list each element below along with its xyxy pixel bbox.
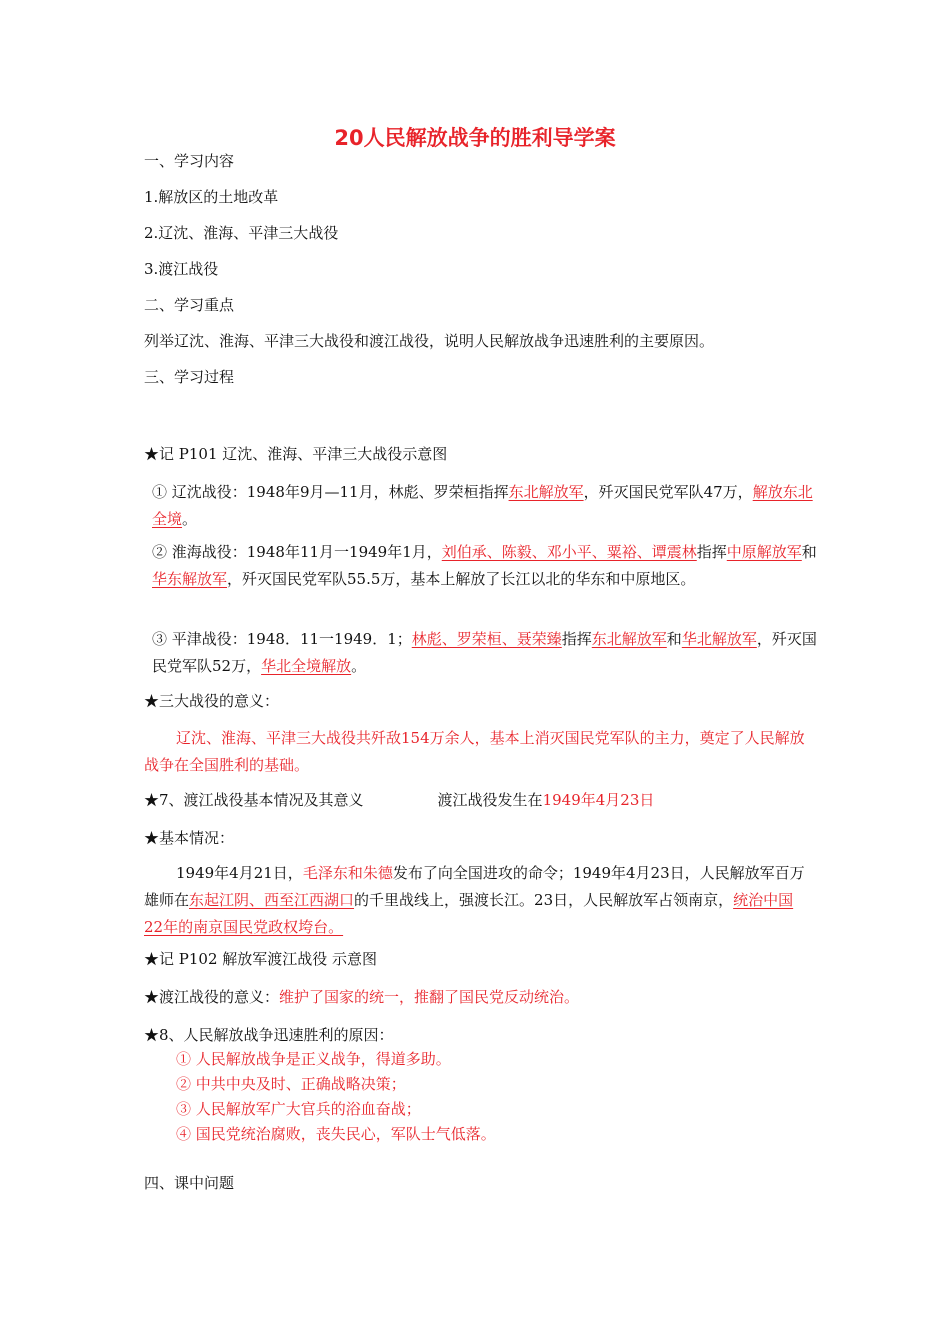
reason-item: ② 中共中央及时、正确战略决策； bbox=[176, 1075, 406, 1093]
section-heading-content: 一、学习内容 bbox=[144, 152, 235, 170]
basic-situation-text: 1949年4月21日，毛泽东和朱德发布了向全国进攻的命令；1949年4月23日，人民解放军百万雄师在东起江阴、西至江西湖口的千里战线上，强渡长江。23日，人民解放军占领南京，统治中国22年的南京国民党政权垮台。 bbox=[144, 864, 805, 936]
crossing-meaning: ★渡江战役的意义：维护了国家的统一，推翻了国民党反动统治。 bbox=[144, 988, 580, 1006]
list-item: 2.辽沈、淮海、平津三大战役 bbox=[144, 224, 339, 242]
q7-heading: ★7、渡江战役基本情况及其意义 渡江战役发生在1949年4月23日 bbox=[144, 791, 655, 809]
liaoshen-battle: ① 辽沈战役：1948年9月—11月，林彪、罗荣桓指挥东北解放军，歼灭国民党军队47万，解放东北全境。 bbox=[152, 483, 813, 528]
three-battles-meaning-heading: ★三大战役的意义： bbox=[144, 692, 280, 710]
huaihai-battle: ② 淮海战役：1948年11月一1949年1月，刘伯承、陈毅、邓小平、粟裕、谭震林指挥中原解放军和华东解放军，歼灭国民党军队55.5万，基本上解放了长江以北的华东和中原地区。 bbox=[152, 543, 817, 588]
three-battles-meaning-text: 辽沈、淮海、平津三大战役共歼敌154万余人，基本上消灭国民党军队的主力，奠定了人民解放战争在全国胜利的基础。 bbox=[144, 729, 805, 774]
q8-heading: ★8、人民解放战争迅速胜利的原因： bbox=[144, 1026, 394, 1044]
reason-item: ④ 国民党统治腐败，丧失民心，军队士气低落。 bbox=[176, 1125, 496, 1143]
map-note-p101: ★记 P101 辽沈、淮海、平津三大战役示意图 bbox=[144, 445, 448, 463]
list-item: 3.渡江战役 bbox=[144, 260, 219, 278]
pingjin-battle: ③ 平津战役：1948．11一1949．1；林彪、罗荣桓、聂荣臻指挥东北解放军和华北解放军，歼灭国民党军队52万，华北全境解放。 bbox=[152, 630, 817, 675]
reason-item: ① 人民解放战争是正义战争，得道多助。 bbox=[176, 1050, 451, 1068]
list-item: 1.解放区的土地改革 bbox=[144, 188, 279, 206]
section-heading-process: 三、学习过程 bbox=[144, 368, 235, 386]
page-title: 20人民解放战争的胜利导学案 bbox=[334, 126, 616, 150]
section-heading-focus: 二、学习重点 bbox=[144, 296, 235, 314]
focus-text: 列举辽沈、淮海、平津三大战役和渡江战役，说明人民解放战争迅速胜利的主要原因。 bbox=[144, 332, 715, 350]
reason-item: ③ 人民解放军广大官兵的浴血奋战； bbox=[176, 1100, 421, 1118]
map-note-p102: ★记 P102 解放军渡江战役 示意图 bbox=[144, 950, 378, 968]
basic-situation-heading: ★基本情况： bbox=[144, 829, 235, 847]
section-heading-questions: 四、课中问题 bbox=[144, 1174, 235, 1192]
